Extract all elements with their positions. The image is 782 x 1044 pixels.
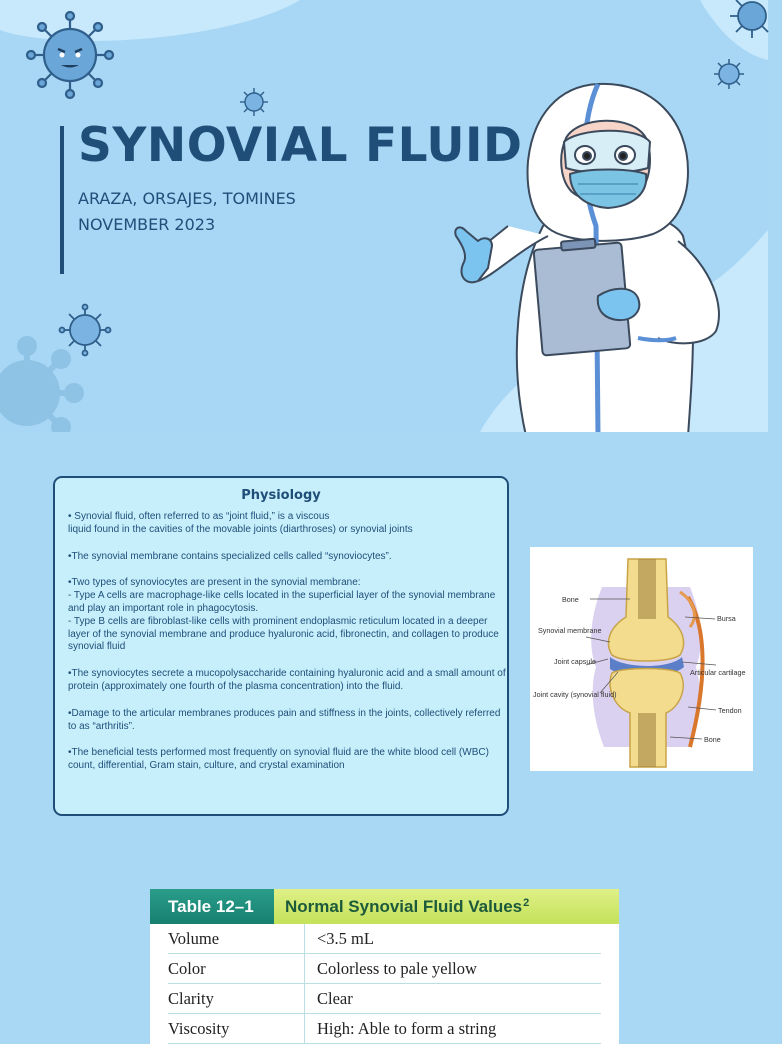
presentation-date: NOVEMBER 2023 (78, 215, 216, 234)
table-cell-parameter: Volume (168, 924, 305, 953)
authors: ARAZA, ORSAJES, TOMINES (78, 189, 296, 208)
virus-face-icon (25, 10, 115, 100)
table-caption-text: Normal Synovial Fluid Values (285, 896, 523, 916)
table-row (168, 954, 601, 984)
table-cell-value: Clear (317, 988, 353, 1008)
table-cell-value: <3.5 mL (317, 928, 374, 948)
physiology-text (68, 511, 508, 787)
label-bursa: Bursa (717, 614, 736, 623)
paragraph-definition: • Synovial fluid, often referred to as “joint fluid,” is a viscous liquid found in the cavities of the movable joints (diarthroses) or synovial joints (68, 511, 413, 535)
table-number: Table 12–1 (150, 889, 274, 924)
table-row (168, 984, 601, 1014)
table-cell-parameter: Color (168, 954, 305, 983)
paragraph-cell-types: •Two types of synoviocytes are present in the synovial membrane: - Type A cells are macrophage-like cells located in the superficial layer of the synovial membrane and play an important role in phagocytosis. - Type B cells are fibroblast-like cells with prominent endoplasmic reticulum located in a deeper layer of the synovial membrane and produce hyaluronic acid, fibronectin, and collagen to produce synovial fluid (68, 577, 499, 653)
table-caption (274, 889, 619, 924)
label-bone-bottom: Bone (704, 735, 721, 744)
title-accent-bar (60, 126, 64, 274)
label-joint-capsule: Joint capsule (554, 657, 596, 666)
table-header (150, 889, 619, 924)
table-cell-parameter: Viscosity (168, 1014, 305, 1043)
table-row (168, 924, 601, 954)
normal-values-table (150, 889, 619, 1044)
table-caption-reference: 2 (523, 896, 530, 909)
table-cell-value: Colorless to pale yellow (317, 958, 477, 978)
knee-joint-diagram (530, 547, 753, 771)
healthcare-worker-illustration (448, 76, 748, 436)
paragraph-synoviocytes: •The synovial membrane contains specialized cells called “synoviocytes”. (68, 550, 392, 562)
virus-icon-small-top (237, 85, 271, 119)
page-title: SYNOVIAL FLUID (78, 118, 523, 173)
paragraph-arthritis: •Damage to the articular membranes produces pain and stiffness in the joints, collectively referred to as “arthritis”. (68, 707, 501, 732)
virus-icon-top-right (722, 0, 782, 38)
table-cell-parameter: Clarity (168, 984, 305, 1013)
physiology-heading: Physiology (241, 488, 321, 503)
label-articular-cartilage: Articular cartilage (690, 668, 746, 677)
label-synovial-membrane: Synovial membrane (538, 626, 602, 635)
table-row (168, 1014, 601, 1044)
paragraph-tests: •The beneficial tests performed most frequently on synovial fluid are the white blood cell (WBC) count, differential, Gram stain, culture, and crystal examination (68, 747, 489, 772)
label-tendon: Tendon (718, 706, 742, 715)
physiology-slide (0, 432, 768, 1038)
label-bone-top: Bone (562, 595, 579, 604)
paragraph-secretion: •The synoviocytes secrete a mucopolysaccharide containing hyaluronic acid and a small amount of protein (approximately one fourth of the plasma concentration) into the fluid. (68, 668, 506, 692)
title-slide (0, 0, 768, 432)
table-body (150, 924, 619, 1044)
table-cell-value: High: Able to form a string (317, 1018, 497, 1038)
label-joint-cavity: Joint cavity (synovial fluid) (533, 690, 617, 699)
physiology-panel (53, 476, 509, 816)
